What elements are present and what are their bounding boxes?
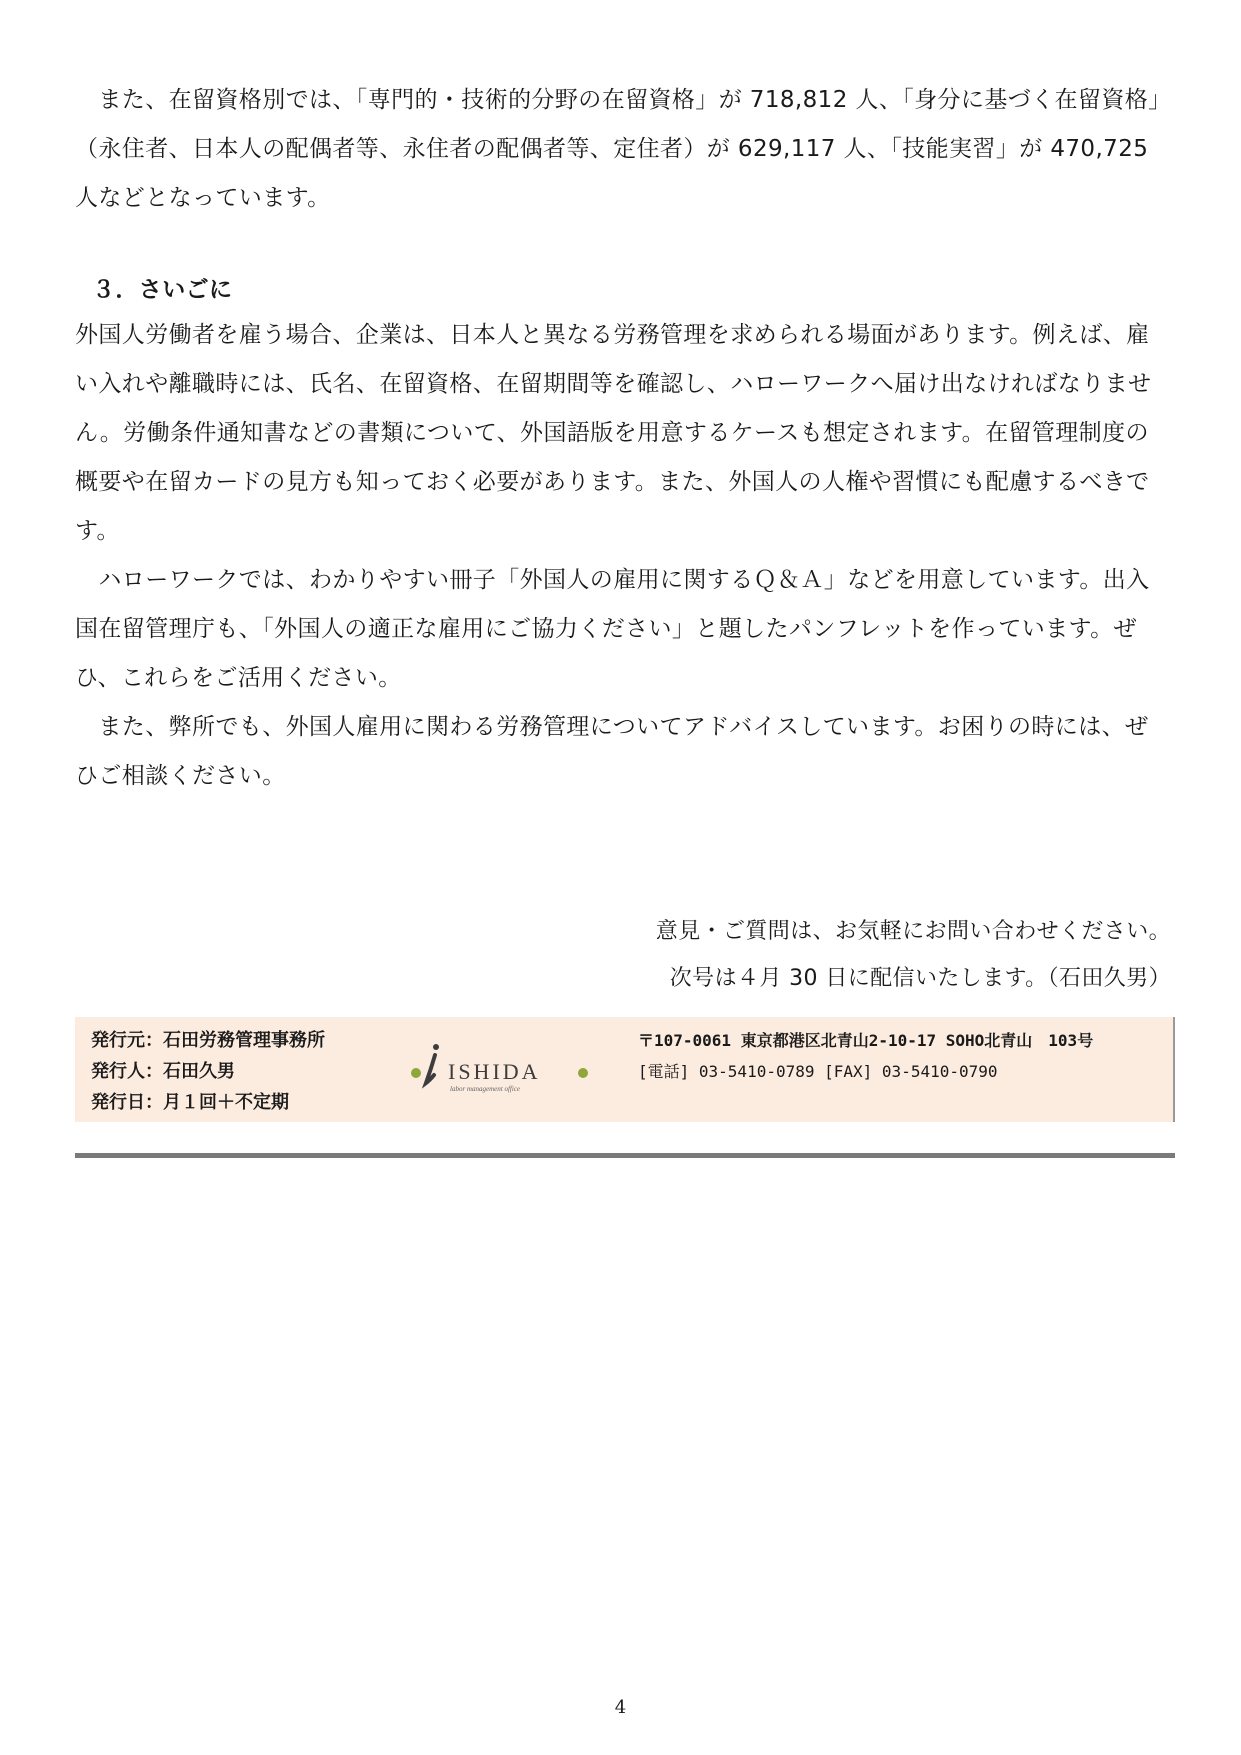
issuer-line: 発行人：石田久男 xyxy=(91,1061,235,1082)
ishida-logo xyxy=(408,1035,608,1095)
next-issue-note: 次号は４月 30 日に配信いたします。（石田久男） xyxy=(669,966,1171,991)
logo-dot-left xyxy=(411,1068,421,1078)
schedule-line: 発行日：月１回＋不定期 xyxy=(91,1092,289,1113)
document-body xyxy=(75,76,1170,801)
section-paragraph-3: また、弊所でも、外国人雇用に関わる労務管理についてアドバイスしています。お困りの時には、ぜひご相談ください。 xyxy=(75,714,1149,789)
section-paragraph-1: 外国人労働者を雇う場合、企業は、日本人と異なる労務管理を求められる場面があります。例えば、雇い入れや離職時には、氏名、在留資格、在留期間等を確認し、ハローワークへ届け出なければなりません。労働条件通知書などの書類について、外国語版を用意するケースも想定されます。在留管理制度の概要や在留カードの見方も知っておく必要があります。また、外国人の人権や習慣にも配慮するべきです。 xyxy=(75,322,1152,544)
logo-dot-right xyxy=(578,1068,588,1078)
publisher-info xyxy=(91,1025,325,1118)
footer-rule xyxy=(75,1153,1175,1158)
phone-fax-line: [電話] 03-5410-0789 [FAX] 03-5410-0790 xyxy=(638,1062,998,1081)
logo-i-dot xyxy=(433,1044,439,1050)
section-heading: ３．さいごに xyxy=(92,277,233,303)
logo-i-stroke xyxy=(426,1055,435,1083)
publisher-line: 発行元：石田労務管理事務所 xyxy=(91,1030,325,1051)
section-paragraph-2: ハローワークでは、わかりやすい冊子「外国人の雇用に関するＱ＆Ａ」などを用意しています。出入国在留管理庁も、「外国人の適正な雇用にご協力ください」と題したパンフレットを作っています。ぜひ、これらをご活用ください。 xyxy=(75,567,1150,691)
contact-info xyxy=(638,1025,1093,1087)
closing-notes xyxy=(656,908,1171,1002)
address-line: 〒107-0061 東京都港区北青山2-10-17 SOHO北青山 103号 xyxy=(638,1031,1094,1050)
logo-subtext: labor management office xyxy=(450,1085,520,1093)
publisher-footer xyxy=(75,1017,1173,1122)
logo-wordmark: ISHIDA xyxy=(448,1059,541,1084)
page-number: 4 xyxy=(614,1697,627,1718)
inquiry-note: 意見・ご質問は、お気軽にお問い合わせください。 xyxy=(655,919,1171,944)
stats-paragraph: また、在留資格別では、「専門的・技術的分野の在留資格」が 718,812 人、「身分に基づく在留資格」（永住者、日本人の配偶者等、永住者の配偶者等、定住者）が 629,117 人、「技能実習」が 470,725 人などとなっています。 xyxy=(75,87,1161,211)
